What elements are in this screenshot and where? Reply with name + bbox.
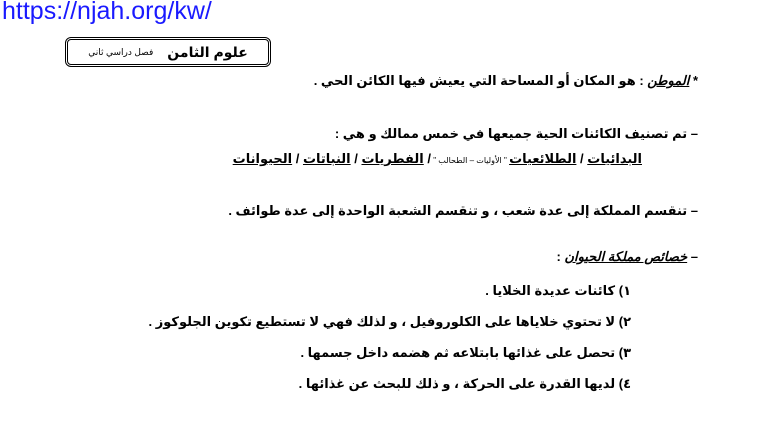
animal-trait-4: ٤) لديها القدرة على الحركة ، و ذلك للبحث عن غذائها . bbox=[298, 376, 631, 391]
kingdom-protista: الطلائعيات bbox=[509, 151, 577, 166]
animal-trait-1: ١) كائنات عديدة الخلايا . bbox=[485, 283, 631, 298]
dash: – bbox=[687, 249, 698, 264]
kingdom-animalia: الحيوانات bbox=[232, 151, 293, 166]
separator: / bbox=[423, 151, 431, 166]
habitat-text: : هو المكان أو المساحة التي يعيش فيها الكائن الحي . bbox=[313, 73, 648, 88]
animal-heading bbox=[556, 249, 698, 265]
separator: / bbox=[576, 151, 588, 166]
lesson-title-box bbox=[65, 37, 271, 67]
habitat-term: الموطن bbox=[647, 73, 690, 88]
classification-intro: – تم تصنيف الكائنات الحية جميعها في خمس ممالك و هي : bbox=[334, 126, 698, 141]
protista-note: " الأوليات – الطحالب " bbox=[431, 156, 510, 165]
kingdom-plantae: النباتات bbox=[302, 151, 351, 166]
animal-trait-3: ٣) تحصل على غذائها بابتلاعه ثم هضمه داخل جسمها . bbox=[300, 345, 631, 360]
separator: / bbox=[350, 151, 362, 166]
kingdom-monera: البدائيات bbox=[587, 151, 642, 166]
animal-heading-title: خصائص مملكة الحيوان bbox=[564, 249, 688, 264]
source-url-link[interactable]: https://njah.org/kw/ bbox=[2, 0, 212, 25]
separator: / bbox=[292, 151, 303, 166]
bullet-star: * bbox=[692, 73, 698, 88]
lesson-title: علوم الثامن bbox=[167, 43, 248, 60]
animal-trait-2: ٢) لا تحتوي خلاياها على الكلوروفيل ، و لذلك فهي لا تستطيع تكوين الجلوكوز . bbox=[148, 314, 631, 329]
habitat-definition bbox=[314, 73, 698, 89]
kingdom-fungi: الفطريات bbox=[361, 151, 424, 166]
colon: : bbox=[556, 249, 565, 264]
semester-label: فصل دراسي ثاني bbox=[88, 46, 154, 57]
division-text: – تنقسم المملكة إلى عدة شعب ، و تنقسم الشعبة الواحدة إلى عدة طوائف . bbox=[228, 203, 698, 218]
kingdoms-list bbox=[233, 151, 642, 169]
